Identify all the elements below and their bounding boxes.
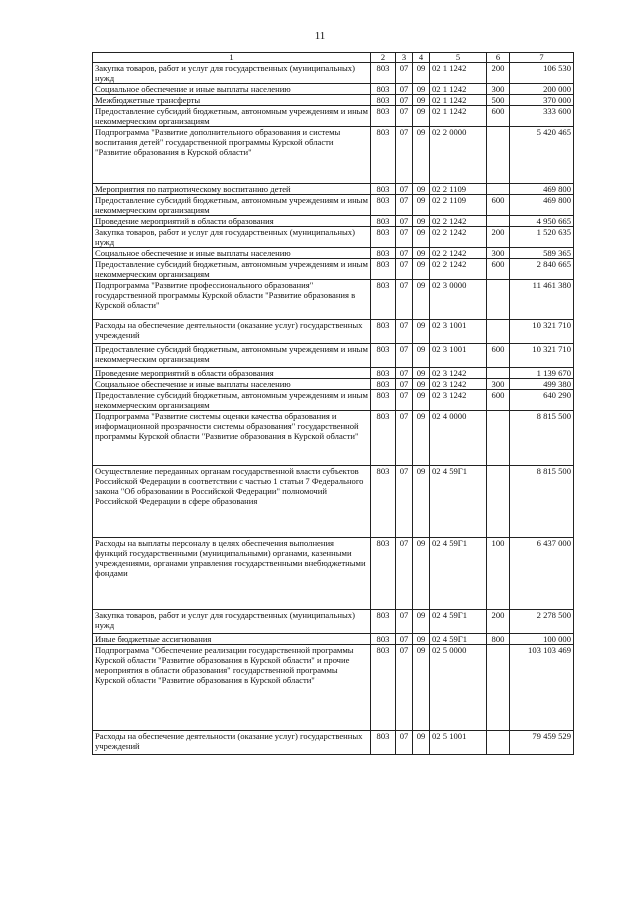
row-section-code: 07 (396, 344, 413, 368)
row-subsection-code: 09 (413, 634, 430, 645)
row-name: Расходы на выплаты персоналу в целях обеспечения выполнения функций государственными (муниципальными) органами, казенными учреждениями, органами управления государственными внебюджетными фондами (93, 538, 371, 610)
row-amount: 469 800 (510, 195, 574, 216)
row-expense-type: 100 (487, 538, 510, 610)
row-expense-type: 800 (487, 634, 510, 645)
row-name: Проведение мероприятий в области образования (93, 368, 371, 379)
row-amount: 100 000 (510, 634, 574, 645)
row-target-article: 02 2 1242 (430, 227, 487, 248)
row-section-code: 07 (396, 645, 413, 731)
table-row (93, 216, 574, 227)
page-number: 11 (314, 30, 326, 42)
table-row (93, 538, 574, 610)
row-target-article: 02 2 1109 (430, 184, 487, 195)
row-expense-type: 300 (487, 84, 510, 95)
table-row (93, 227, 574, 248)
row-ministry-code: 803 (371, 259, 396, 280)
row-name: Предоставление субсидий бюджетным, автономным учреждениям и иным некоммерческим организациям (93, 195, 371, 216)
row-amount: 589 365 (510, 248, 574, 259)
row-ministry-code: 803 (371, 634, 396, 645)
table-row (93, 344, 574, 368)
row-section-code: 07 (396, 84, 413, 95)
row-target-article: 02 3 1242 (430, 379, 487, 390)
row-ministry-code: 803 (371, 390, 396, 411)
table-row (93, 634, 574, 645)
row-target-article: 02 2 1242 (430, 259, 487, 280)
row-section-code: 07 (396, 63, 413, 84)
row-subsection-code: 09 (413, 731, 430, 755)
column-header: 3 (396, 53, 413, 63)
row-amount: 370 000 (510, 95, 574, 106)
row-section-code: 07 (396, 466, 413, 538)
row-amount: 10 321 710 (510, 320, 574, 344)
row-ministry-code: 803 (371, 195, 396, 216)
budget-table (92, 52, 574, 755)
row-expense-type: 600 (487, 195, 510, 216)
row-expense-type: 600 (487, 344, 510, 368)
row-amount: 640 290 (510, 390, 574, 411)
row-ministry-code: 803 (371, 411, 396, 466)
row-target-article: 02 3 1001 (430, 320, 487, 344)
row-expense-type (487, 645, 510, 731)
row-subsection-code: 09 (413, 320, 430, 344)
row-name: Подпрограмма "Развитие профессионального образования" государственной программы Курской области "Развитие образования в Курской области" (93, 280, 371, 320)
row-ministry-code: 803 (371, 280, 396, 320)
row-subsection-code: 09 (413, 610, 430, 634)
row-subsection-code: 09 (413, 84, 430, 95)
table-row (93, 466, 574, 538)
row-section-code: 07 (396, 127, 413, 184)
row-section-code: 07 (396, 411, 413, 466)
row-target-article: 02 4 59Г1 (430, 466, 487, 538)
row-target-article: 02 4 0000 (430, 411, 487, 466)
row-target-article: 02 1 1242 (430, 95, 487, 106)
row-section-code: 07 (396, 248, 413, 259)
row-subsection-code: 09 (413, 106, 430, 127)
row-expense-type: 500 (487, 95, 510, 106)
row-amount: 103 103 469 (510, 645, 574, 731)
row-target-article: 02 4 59Г1 (430, 610, 487, 634)
row-subsection-code: 09 (413, 63, 430, 84)
row-ministry-code: 803 (371, 127, 396, 184)
row-ministry-code: 803 (371, 63, 396, 84)
column-header: 2 (371, 53, 396, 63)
column-header: 5 (430, 53, 487, 63)
row-subsection-code: 09 (413, 95, 430, 106)
row-amount: 8 815 500 (510, 466, 574, 538)
row-target-article: 02 4 59Г1 (430, 538, 487, 610)
row-ministry-code: 803 (371, 731, 396, 755)
row-section-code: 07 (396, 227, 413, 248)
row-amount: 8 815 500 (510, 411, 574, 466)
table-row (93, 106, 574, 127)
row-subsection-code: 09 (413, 390, 430, 411)
row-name: Расходы на обеспечение деятельности (оказание услуг) государственных учреждений (93, 320, 371, 344)
row-section-code: 07 (396, 216, 413, 227)
row-name: Предоставление субсидий бюджетным, автономным учреждениям и иным некоммерческим организациям (93, 344, 371, 368)
row-amount: 6 437 000 (510, 538, 574, 610)
row-name: Предоставление субсидий бюджетным, автономным учреждениям и иным некоммерческим организациям (93, 390, 371, 411)
row-amount: 1 520 635 (510, 227, 574, 248)
row-amount: 333 600 (510, 106, 574, 127)
row-subsection-code: 09 (413, 368, 430, 379)
row-expense-type: 200 (487, 227, 510, 248)
row-target-article: 02 2 1242 (430, 216, 487, 227)
row-amount: 106 530 (510, 63, 574, 84)
row-subsection-code: 09 (413, 538, 430, 610)
row-name: Предоставление субсидий бюджетным, автономным учреждениям и иным некоммерческим организациям (93, 106, 371, 127)
row-section-code: 07 (396, 368, 413, 379)
table-row (93, 320, 574, 344)
table-row (93, 248, 574, 259)
table-row (93, 411, 574, 466)
row-ministry-code: 803 (371, 466, 396, 538)
row-section-code: 07 (396, 379, 413, 390)
row-name: Проведение мероприятий в области образования (93, 216, 371, 227)
table-row (93, 280, 574, 320)
row-ministry-code: 803 (371, 95, 396, 106)
row-section-code: 07 (396, 106, 413, 127)
row-target-article: 02 3 1242 (430, 390, 487, 411)
row-ministry-code: 803 (371, 184, 396, 195)
row-ministry-code: 803 (371, 610, 396, 634)
row-section-code: 07 (396, 195, 413, 216)
row-section-code: 07 (396, 390, 413, 411)
row-amount: 10 321 710 (510, 344, 574, 368)
row-amount: 11 461 380 (510, 280, 574, 320)
row-subsection-code: 09 (413, 466, 430, 538)
table-row (93, 610, 574, 634)
row-target-article: 02 1 1242 (430, 106, 487, 127)
row-amount: 200 000 (510, 84, 574, 95)
row-name: Социальное обеспечение и иные выплаты населению (93, 248, 371, 259)
table-row (93, 390, 574, 411)
row-expense-type: 200 (487, 63, 510, 84)
table-row (93, 95, 574, 106)
row-target-article: 02 3 0000 (430, 280, 487, 320)
column-number-row (93, 53, 574, 63)
row-target-article: 02 1 1242 (430, 63, 487, 84)
table-row (93, 63, 574, 84)
row-expense-type: 300 (487, 248, 510, 259)
row-expense-type (487, 320, 510, 344)
table-row (93, 379, 574, 390)
row-subsection-code: 09 (413, 127, 430, 184)
row-section-code: 07 (396, 731, 413, 755)
row-name: Подпрограмма "Развитие дополнительного образования и системы воспитания детей" государственной программы Курской области "Развитие образования в Курской области" (93, 127, 371, 184)
column-header: 7 (510, 53, 574, 63)
row-expense-type: 300 (487, 379, 510, 390)
row-subsection-code: 09 (413, 379, 430, 390)
row-ministry-code: 803 (371, 216, 396, 227)
row-expense-type: 600 (487, 106, 510, 127)
row-subsection-code: 09 (413, 184, 430, 195)
row-name: Закупка товаров, работ и услуг для государственных (муниципальных) нужд (93, 63, 371, 84)
row-name: Социальное обеспечение и иные выплаты населению (93, 84, 371, 95)
row-ministry-code: 803 (371, 344, 396, 368)
row-ministry-code: 803 (371, 106, 396, 127)
row-target-article: 02 5 1001 (430, 731, 487, 755)
row-ministry-code: 803 (371, 320, 396, 344)
row-section-code: 07 (396, 538, 413, 610)
row-amount: 4 950 665 (510, 216, 574, 227)
row-name: Осуществление переданных органам государственной власти субъектов Российской Федерации в соответствии с частью 1 статьи 7 Федерального закона "Об образовании в Российской Федерации" полномочий Российской Федерации в сфере образования (93, 466, 371, 538)
column-header: 6 (487, 53, 510, 63)
row-subsection-code: 09 (413, 344, 430, 368)
row-ministry-code: 803 (371, 248, 396, 259)
row-ministry-code: 803 (371, 84, 396, 95)
row-expense-type: 600 (487, 390, 510, 411)
table-row (93, 731, 574, 755)
row-name: Предоставление субсидий бюджетным, автономным учреждениям и иным некоммерческим организациям (93, 259, 371, 280)
row-name: Подпрограмма "Развитие системы оценки качества образования и информационной прозрачности системы образования" государственной программы Курской области "Развитие образования в Курской области" (93, 411, 371, 466)
row-expense-type (487, 216, 510, 227)
row-expense-type (487, 411, 510, 466)
row-section-code: 07 (396, 259, 413, 280)
row-ministry-code: 803 (371, 538, 396, 610)
row-target-article: 02 4 59Г1 (430, 634, 487, 645)
table-row (93, 195, 574, 216)
row-amount: 5 420 465 (510, 127, 574, 184)
row-section-code: 07 (396, 280, 413, 320)
row-target-article: 02 3 1001 (430, 344, 487, 368)
row-amount: 79 459 529 (510, 731, 574, 755)
row-subsection-code: 09 (413, 227, 430, 248)
row-target-article: 02 3 1242 (430, 368, 487, 379)
table-row (93, 127, 574, 184)
column-header: 4 (413, 53, 430, 63)
row-name: Иные бюджетные ассигнования (93, 634, 371, 645)
row-target-article: 02 1 1242 (430, 84, 487, 95)
row-target-article: 02 2 1242 (430, 248, 487, 259)
row-section-code: 07 (396, 95, 413, 106)
row-expense-type (487, 280, 510, 320)
row-target-article: 02 2 1109 (430, 195, 487, 216)
row-amount: 499 380 (510, 379, 574, 390)
row-expense-type (487, 127, 510, 184)
row-target-article: 02 5 0000 (430, 645, 487, 731)
row-name: Социальное обеспечение и иные выплаты населению (93, 379, 371, 390)
row-section-code: 07 (396, 320, 413, 344)
table-row (93, 84, 574, 95)
row-section-code: 07 (396, 610, 413, 634)
row-ministry-code: 803 (371, 379, 396, 390)
row-name: Закупка товаров, работ и услуг для государственных (муниципальных) нужд (93, 610, 371, 634)
row-expense-type: 600 (487, 259, 510, 280)
row-ministry-code: 803 (371, 645, 396, 731)
row-expense-type (487, 368, 510, 379)
row-subsection-code: 09 (413, 411, 430, 466)
table-row (93, 368, 574, 379)
table-row (93, 259, 574, 280)
row-expense-type (487, 466, 510, 538)
row-subsection-code: 09 (413, 280, 430, 320)
row-subsection-code: 09 (413, 259, 430, 280)
row-name: Мероприятия по патриотическому воспитанию детей (93, 184, 371, 195)
row-name: Подпрограмма "Обеспечение реализации государственной программы Курской области "Развитие образования в Курской области" и прочие мероприятия в области образования" государственной программы Курской области "Развитие образования в Курской области" (93, 645, 371, 731)
column-header: 1 (93, 53, 371, 63)
row-target-article: 02 2 0000 (430, 127, 487, 184)
row-ministry-code: 803 (371, 368, 396, 379)
row-section-code: 07 (396, 634, 413, 645)
row-amount: 1 139 670 (510, 368, 574, 379)
row-name: Расходы на обеспечение деятельности (оказание услуг) государственных учреждений (93, 731, 371, 755)
row-expense-type (487, 184, 510, 195)
row-expense-type (487, 731, 510, 755)
row-subsection-code: 09 (413, 216, 430, 227)
row-name: Межбюджетные трансферты (93, 95, 371, 106)
table-row (93, 184, 574, 195)
row-subsection-code: 09 (413, 248, 430, 259)
row-subsection-code: 09 (413, 645, 430, 731)
row-ministry-code: 803 (371, 227, 396, 248)
row-amount: 2 840 665 (510, 259, 574, 280)
row-name: Закупка товаров, работ и услуг для государственных (муниципальных) нужд (93, 227, 371, 248)
row-section-code: 07 (396, 184, 413, 195)
row-expense-type: 200 (487, 610, 510, 634)
row-amount: 469 800 (510, 184, 574, 195)
row-amount: 2 278 500 (510, 610, 574, 634)
row-subsection-code: 09 (413, 195, 430, 216)
table-row (93, 645, 574, 731)
